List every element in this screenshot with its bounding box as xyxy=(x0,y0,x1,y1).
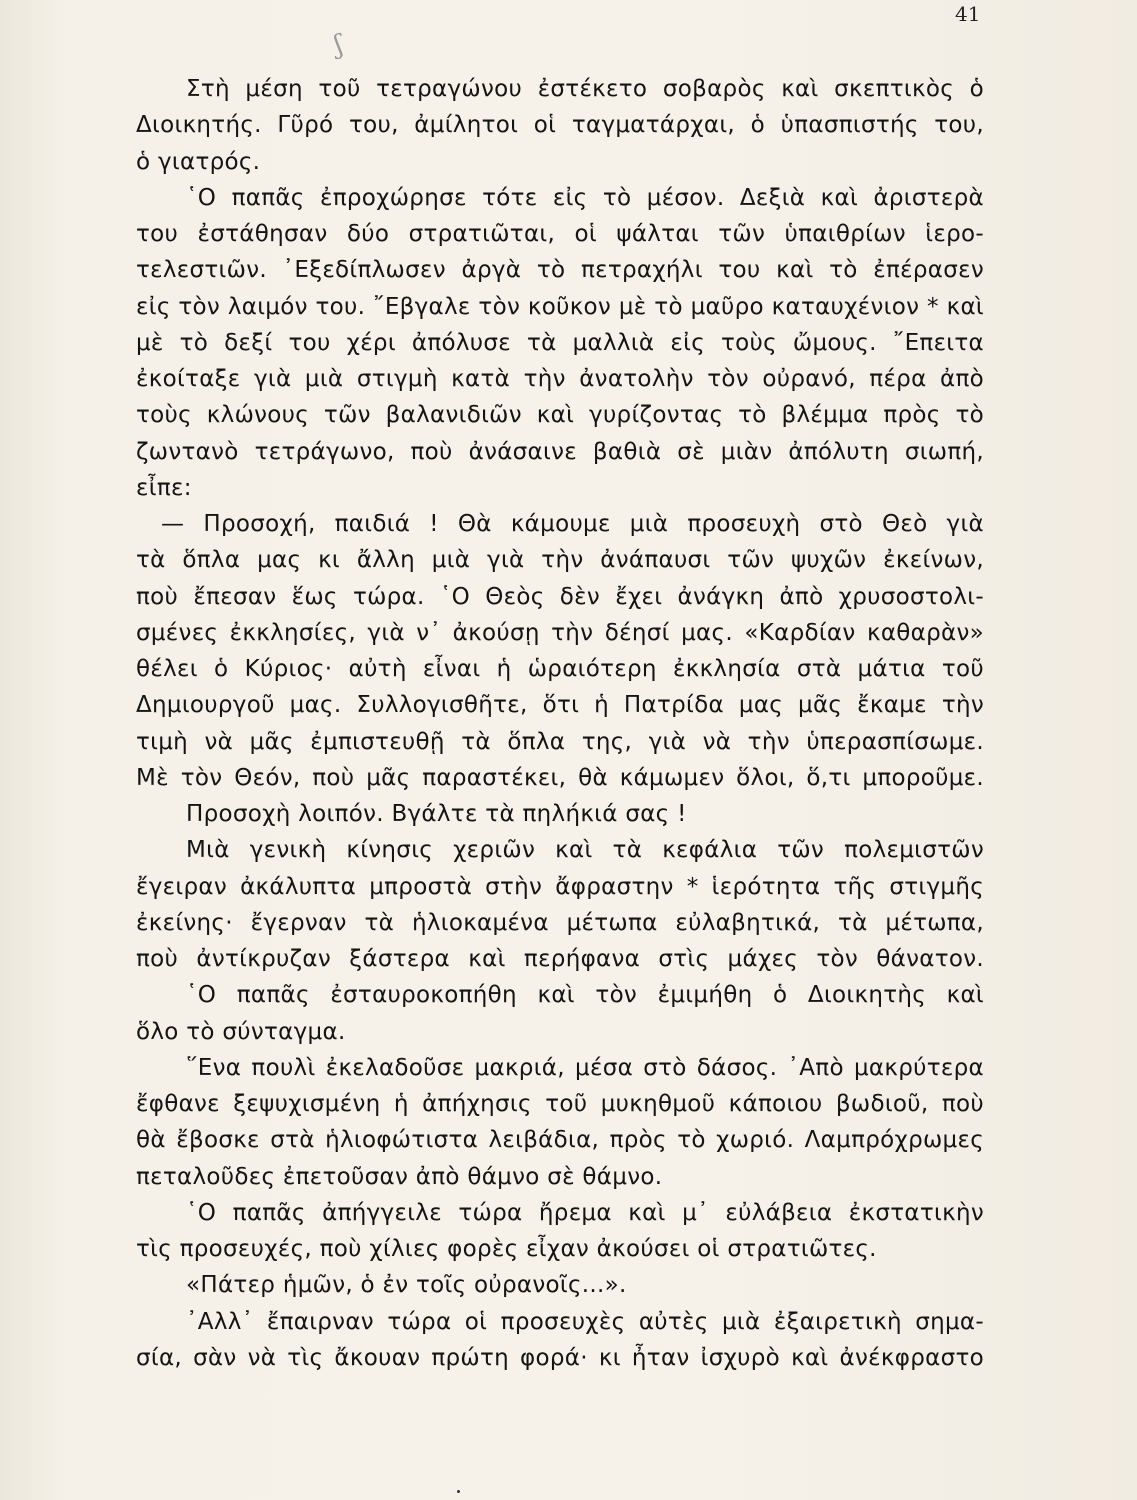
text-line: τὰ ὅπλα μας κι ἄλλη μιὰ γιὰ τὴν ἀνάπαυσι τῶν ψυχῶν ἐκείνων, xyxy=(136,547,984,574)
text-line: ῾Ο παπᾶς ἀπήγγειλε τώρα ἤρεμα καὶ μ᾿ εὐλάβεια ἐκστατικὴν xyxy=(186,1199,984,1226)
text-line: ἔγειραν ἀκάλυπτα μπροστὰ στὴν ἄφραστην * ἱερότητα τῆς στιγμῆς xyxy=(136,873,984,900)
text-line: ζωντανὸ τετράγωνο, ποὺ ἀνάσαινε βαθιὰ σὲ μιὰν ἀπόλυτη σιωπή, xyxy=(136,438,984,465)
text-line: «Πάτερ ἡμῶν, ὁ ἐν τοῖς οὐρανοῖς...». xyxy=(186,1272,627,1299)
text-line: Διοικητής. Γῦρό του, ἀμίλητοι οἱ ταγματάρχαι, ὁ ὑπασπιστής του, xyxy=(136,112,984,139)
text-line: ἐκείνης· ἔγερναν τὰ ἡλιοκαμένα μέτωπα εὐλαβητικά, τὰ μέτωπα, xyxy=(136,909,984,936)
ink-speck xyxy=(457,1490,460,1493)
text-line: ποὺ ἀντίκρυζαν ξάστερα καὶ περήφανα στὶς μάχες τὸν θάνατον. xyxy=(136,946,984,972)
text-line: σμένες ἐκκλησίες, γιὰ ν᾿ ἀκούσῃ τὴν δέησί μας. «Καρδίαν καθαρὰν» xyxy=(136,619,984,646)
text-line: — Προσοχή, παιδιά ! Θὰ κάμουμε μιὰ προσευχὴ στὸ Θεὸ γιὰ xyxy=(161,511,984,537)
text-line: ῾Ο παπᾶς ἐσταυροκοπήθη καὶ τὸν ἐμιμήθη ὁ Διοικητὴς καὶ xyxy=(186,982,984,1009)
text-line: Προσοχὴ λοιπόν. Βγάλτε τὰ πηλήκιά σας ! xyxy=(186,801,687,827)
text-line: θέλει ὁ Κύριος· αὐτὴ εἶναι ἡ ὡραιότερη ἐκκλησία στὰ μάτια τοῦ xyxy=(136,656,984,682)
text-line: Μιὰ γενικὴ κίνησις χεριῶν καὶ τὰ κεφάλια τῶν πολεμιστῶν xyxy=(186,837,984,864)
text-line: τὶς προσευχές, ποὺ χίλιες φορὲς εἶχαν ἀκούσει οἱ στρατιῶτες. xyxy=(136,1236,877,1262)
text-line: ἐκοίταξε γιὰ μιὰ στιγμὴ κατὰ τὴν ἀνατολὴν τὸν οὐρανό, πέρα ἀπὸ xyxy=(136,366,984,392)
text-line: εἶπε: xyxy=(136,474,192,501)
text-line: τελεστιῶν. ᾿Εξεδίπλωσεν ἀργὰ τὸ πετραχήλι του καὶ τὸ ἐπέρασεν xyxy=(136,257,984,284)
text-line: ῞Ενα πουλὶ ἐκελαδοῦσε μακριά, μέσα στὸ δάσος. ᾿Απὸ μακρύτερα xyxy=(186,1054,984,1081)
text-line: πεταλοῦδες ἐπετοῦσαν ἀπὸ θάμνο σὲ θάμνο. xyxy=(136,1163,663,1190)
text-line: ἔφθανε ξεψυχισμένη ἡ ἀπήχησις τοῦ μυκηθμοῦ κάποιου βωδιοῦ, ποὺ xyxy=(136,1091,984,1117)
text-line: ὁ γιατρός. xyxy=(136,148,261,175)
text-line: του ἐστάθησαν δύο στρατιῶται, οἱ ψάλται τῶν ὑπαιθρίων ἱερο- xyxy=(136,221,984,247)
text-line: σία, σὰν νὰ τὶς ἄκουαν πρώτη φορά· κι ἦταν ἰσχυρὸ καὶ ἀνέκφραστο xyxy=(136,1344,984,1371)
text-line: εἰς τὸν λαιμόν του. ῎Εβγαλε τὸν κοῦκον μὲ τὸ μαῦρο καταυχένιον * καὶ xyxy=(136,293,984,320)
text-line: θὰ ἔβοσκε στὰ ἡλιοφώτιστα λειβάδια, πρὸς τὸ χωριό. Λαμπρόχρωμες xyxy=(136,1127,984,1154)
text-line: Μὲ τὸν Θεόν, ποὺ μᾶς παραστέκει, θὰ κάμωμεν ὅλοι, ὅ,τι μποροῦμε. xyxy=(136,764,984,791)
text-line: ῾Ο παπᾶς ἐπροχώρησε τότε εἰς τὸ μέσον. Δεξιὰ καὶ ἀριστερὰ xyxy=(186,184,984,211)
text-line: ποὺ ἔπεσαν ἕως τώρα. ῾Ο Θεὸς δὲν ἔχει ἀνάγκη ἀπὸ χρυσοστολι- xyxy=(136,583,984,610)
text-line: Στὴ μέση τοῦ τετραγώνου ἐστέκετο σοβαρὸς καὶ σκεπτικὸς ὁ xyxy=(186,76,984,102)
text-line: τοὺς κλώνους τῶν βαλανιδιῶν καὶ γυρίζοντας τὸ βλέμμα πρὸς τὸ xyxy=(136,402,984,429)
body-text xyxy=(136,71,984,1376)
text-line: Δημιουργοῦ μας. Συλλογισθῆτε, ὅτι ἡ Πατρίδα μας μᾶς ἔκαμε τὴν xyxy=(136,692,984,719)
text-line: τιμὴ νὰ μᾶς ἐμπιστευθῇ τὰ ὅπλα της, γιὰ νὰ τὴν ὑπερασπίσωμε. xyxy=(136,728,984,755)
text-line: ᾿Αλλ᾿ ἔπαιρναν τώρα οἱ προσευχὲς αὐτὲς μιὰ ἐξαιρετικὴ σημα- xyxy=(186,1308,984,1335)
text-line: ὅλο τὸ σύνταγμα. xyxy=(136,1018,346,1045)
page-number: 41 xyxy=(955,2,981,26)
margin-mark: ʃ xyxy=(331,29,346,61)
text-line: μὲ τὸ δεξί του χέρι ἀπόλυσε τὰ μαλλιὰ εἰς τοὺς ὤμους. ῎Επειτα xyxy=(136,329,984,356)
